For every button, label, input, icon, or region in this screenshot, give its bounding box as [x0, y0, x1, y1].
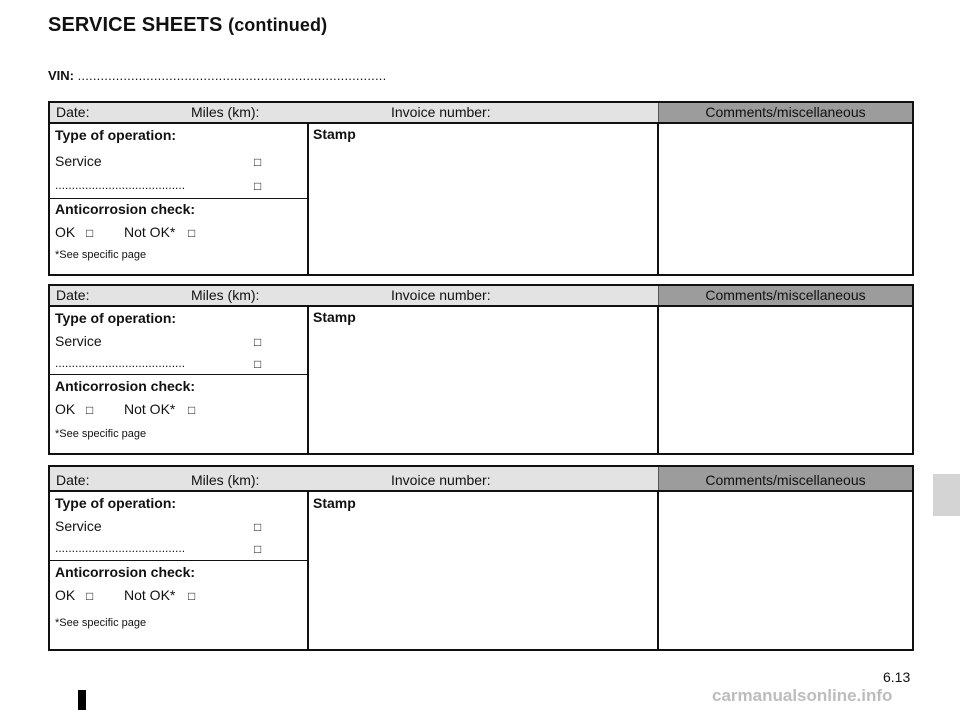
date-label: Date:: [56, 287, 90, 303]
miles-label: Miles (km):: [191, 287, 260, 303]
anticorrosion-label: Anticorrosion check:: [55, 201, 196, 217]
stamp-label: Stamp: [313, 309, 356, 325]
comments-area: [659, 124, 912, 274]
ok-checkbox[interactable]: □: [86, 589, 94, 603]
other-operation-dotted-field: .......................................: [55, 541, 186, 555]
sheet-header: [50, 286, 912, 307]
vin-label: VIN:: [48, 68, 74, 83]
comments-area: [659, 492, 912, 649]
ok-label: OK: [55, 587, 76, 603]
operation-column: [50, 124, 309, 274]
invoice-label: Invoice number:: [391, 472, 491, 488]
operation-section: [50, 124, 307, 199]
date-label: Date:: [56, 472, 90, 488]
invoice-label: Invoice number:: [391, 104, 491, 120]
not-ok-checkbox[interactable]: □: [188, 403, 196, 417]
ok-checkbox[interactable]: □: [86, 403, 94, 417]
stamp-column: [309, 124, 659, 274]
stamp-label: Stamp: [313, 126, 356, 142]
sheet-header: [50, 467, 912, 492]
ok-label: OK: [55, 401, 76, 417]
not-ok-label: Not OK*: [124, 224, 176, 240]
page-number: 6.13: [883, 669, 911, 685]
page-title-main: SERVICE SHEETS: [48, 14, 223, 36]
operation-section: [50, 307, 307, 375]
anticorrosion-label: Anticorrosion check:: [55, 564, 196, 580]
service-sheet-2: [48, 284, 914, 455]
comments-label: Comments/miscellaneous: [659, 467, 912, 490]
not-ok-checkbox[interactable]: □: [188, 589, 196, 603]
service-checkbox[interactable]: □: [254, 335, 262, 349]
footnote: *See specific page: [55, 428, 147, 440]
not-ok-label: Not OK*: [124, 401, 176, 417]
other-operation-checkbox[interactable]: □: [254, 179, 262, 193]
page-title: [48, 14, 327, 37]
miles-label: Miles (km):: [191, 472, 260, 488]
date-label: Date:: [56, 104, 90, 120]
sheet-body: [50, 307, 912, 453]
ok-checkbox[interactable]: □: [86, 226, 94, 240]
sheet-header: [50, 103, 912, 124]
sheet-header-left: [50, 467, 659, 490]
stamp-label: Stamp: [313, 495, 356, 511]
operation-column: [50, 307, 309, 453]
comments-area: [659, 307, 912, 453]
sheet-header-left: [50, 286, 659, 305]
section-tab-marker: [933, 474, 960, 516]
sheet-header-left: [50, 103, 659, 122]
service-label: Service: [55, 153, 102, 169]
anticorrosion-label: Anticorrosion check:: [55, 378, 196, 394]
service-sheet-3: [48, 465, 914, 651]
page-title-suffix: (continued): [228, 15, 328, 35]
not-ok-checkbox[interactable]: □: [188, 226, 196, 240]
invoice-label: Invoice number:: [391, 287, 491, 303]
footnote: *See specific page: [55, 249, 147, 261]
service-label: Service: [55, 518, 102, 534]
service-checkbox[interactable]: □: [254, 155, 262, 169]
type-of-operation-label: Type of operation:: [55, 310, 177, 326]
ok-label: OK: [55, 224, 76, 240]
service-sheet-1: [48, 101, 914, 276]
other-operation-dotted-field: .......................................: [55, 178, 186, 192]
vin-line: [48, 68, 386, 83]
margin-mark: [78, 690, 86, 710]
other-operation-checkbox[interactable]: □: [254, 542, 262, 556]
other-operation-dotted-field: .......................................: [55, 356, 186, 370]
other-operation-checkbox[interactable]: □: [254, 357, 262, 371]
operation-section: [50, 492, 307, 561]
stamp-column: [309, 492, 659, 649]
vin-dotted-field: .................................................................................: [77, 68, 387, 83]
type-of-operation-label: Type of operation:: [55, 495, 177, 511]
comments-label: Comments/miscellaneous: [659, 286, 912, 305]
sheet-body: [50, 124, 912, 274]
type-of-operation-label: Type of operation:: [55, 127, 177, 143]
miles-label: Miles (km):: [191, 104, 260, 120]
operation-column: [50, 492, 309, 649]
service-checkbox[interactable]: □: [254, 520, 262, 534]
footnote: *See specific page: [55, 617, 147, 629]
stamp-column: [309, 307, 659, 453]
watermark: carmanualsonline.info: [712, 686, 893, 705]
service-label: Service: [55, 333, 102, 349]
sheet-body: [50, 492, 912, 649]
comments-label: Comments/miscellaneous: [659, 103, 912, 122]
not-ok-label: Not OK*: [124, 587, 176, 603]
